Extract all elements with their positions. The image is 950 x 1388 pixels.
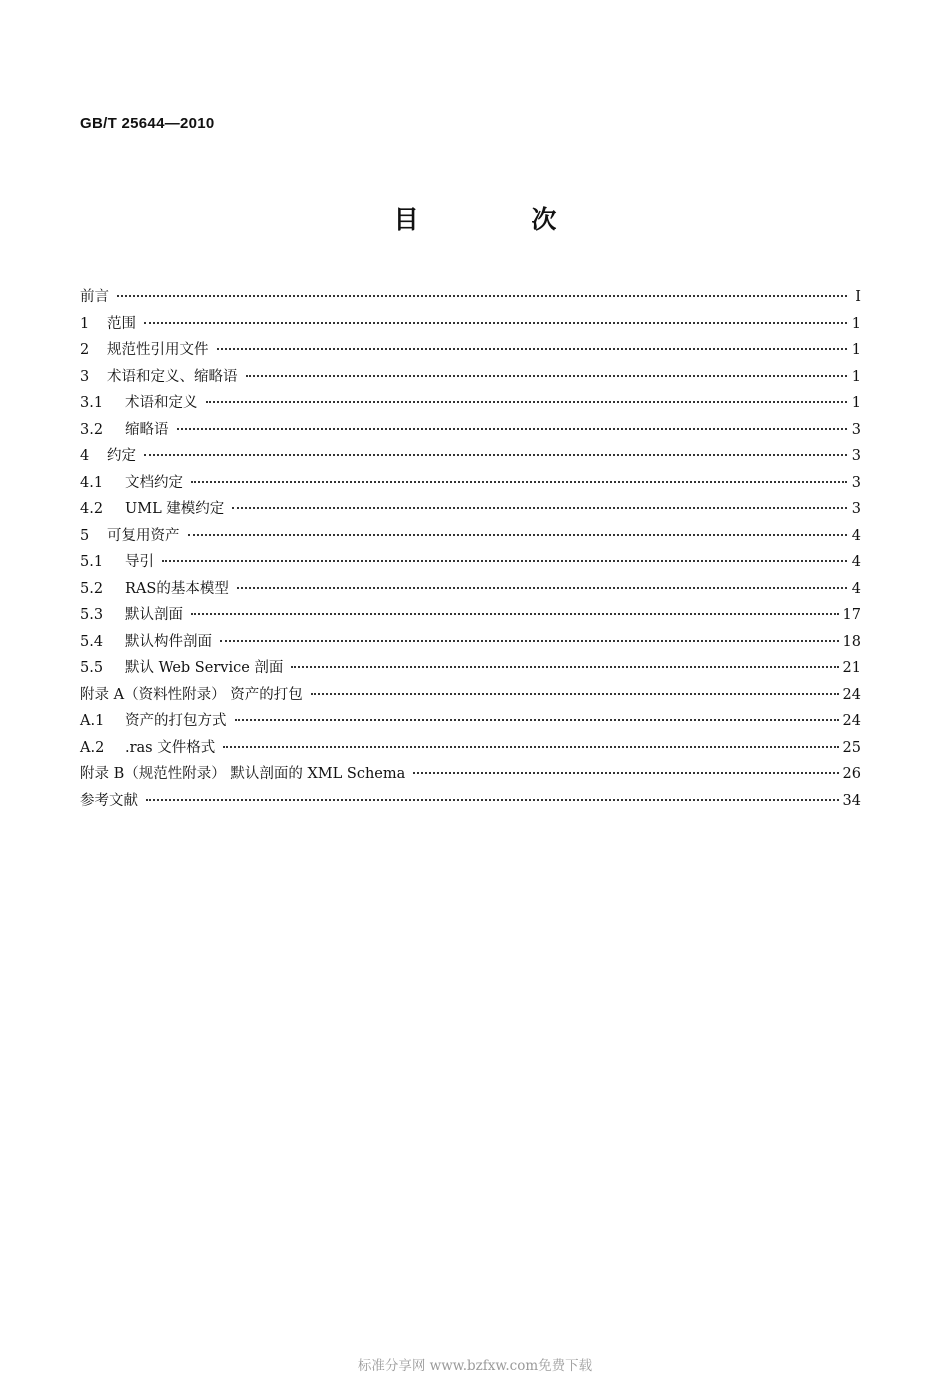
- toc-page-number: 4: [851, 554, 861, 570]
- toc-number: 2: [80, 342, 90, 358]
- toc-page-number: 1: [851, 395, 861, 411]
- toc-entry-5[interactable]: [80, 523, 861, 550]
- toc-number: 5.5: [80, 660, 104, 676]
- toc-label: 附录 A（资料性附录） 资产的打包: [80, 686, 303, 703]
- toc-page-number: 3: [851, 474, 861, 491]
- toc-page-number: 1: [851, 315, 861, 332]
- toc-number: 5.3: [80, 607, 104, 623]
- toc-entry-annex-a[interactable]: [80, 682, 861, 709]
- toc-entry-annex-b[interactable]: [80, 761, 861, 788]
- toc-label: 附录 B（规范性附录） 默认剖面的 XML Schema: [80, 766, 406, 782]
- toc-number: 3.1: [80, 395, 104, 411]
- footer-watermark: 标准分享网 www.bzfxw.com免费下载: [357, 1358, 593, 1374]
- dot-leader: [144, 454, 847, 456]
- dot-leader: [144, 322, 847, 324]
- dot-leader: [413, 772, 838, 774]
- toc-entry-bibliography[interactable]: [80, 788, 861, 815]
- toc-entry-4[interactable]: [80, 443, 861, 470]
- toc-label: RAS的基本模型: [125, 580, 229, 597]
- dot-leader: [291, 666, 838, 668]
- toc-number: 1: [80, 315, 90, 332]
- toc-label: 约定: [107, 448, 136, 464]
- toc-label: 文档约定: [125, 474, 183, 491]
- toc-number: 5.4: [80, 633, 104, 650]
- toc-entry-1[interactable]: [80, 311, 861, 338]
- toc-entry-5-1[interactable]: [80, 549, 861, 576]
- toc-number: 5.2: [80, 580, 104, 597]
- toc-entry-foreword[interactable]: [80, 284, 861, 311]
- toc-label: UML 建模约定: [125, 501, 225, 517]
- toc-entry-5-2[interactable]: [80, 576, 861, 603]
- toc-label: 默认 Web Service 剖面: [125, 660, 284, 676]
- toc-page-number: 21: [842, 660, 861, 676]
- dot-leader: [223, 746, 838, 748]
- toc-entry-a-1[interactable]: [80, 708, 861, 735]
- table-of-contents: [80, 284, 861, 814]
- toc-page-number: 24: [842, 713, 861, 729]
- toc-label: 规范性引用文件: [107, 342, 209, 358]
- dot-leader: [188, 534, 848, 536]
- toc-number: A.1: [80, 713, 105, 729]
- dot-leader: [217, 348, 848, 350]
- toc-label: 术语和定义、缩略语: [107, 368, 238, 385]
- toc-page-number: 17: [842, 607, 861, 623]
- toc-page-number: 3: [851, 501, 861, 517]
- toc-label: 前言: [80, 289, 109, 305]
- dot-leader: [206, 401, 848, 403]
- toc-page-number: 34: [842, 792, 861, 809]
- toc-label: 可复用资产: [107, 527, 180, 544]
- dot-leader: [246, 375, 848, 377]
- toc-page-number: 4: [851, 580, 861, 597]
- toc-entry-4-2[interactable]: [80, 496, 861, 523]
- toc-entry-3-2[interactable]: [80, 417, 861, 444]
- toc-number: A.2: [80, 739, 105, 756]
- toc-number: 3: [80, 368, 90, 385]
- toc-label: 默认构件剖面: [125, 633, 212, 650]
- toc-page-number: 26: [842, 766, 861, 782]
- toc-number: 4.1: [80, 474, 104, 491]
- toc-page-number: 25: [842, 739, 861, 756]
- dot-leader: [237, 587, 847, 589]
- toc-label: 范围: [107, 315, 136, 332]
- dot-leader: [191, 613, 839, 615]
- toc-label: 导引: [125, 554, 154, 570]
- toc-number: 3.2: [80, 421, 104, 438]
- dot-leader: [177, 428, 848, 430]
- toc-entry-3-1[interactable]: [80, 390, 861, 417]
- dot-leader: [146, 799, 839, 801]
- toc-entry-4-1[interactable]: [80, 470, 861, 497]
- dot-leader: [232, 507, 847, 509]
- toc-label: 缩略语: [125, 421, 169, 438]
- toc-number: 5: [80, 527, 90, 544]
- dot-leader: [235, 719, 839, 721]
- dot-leader: [220, 640, 839, 642]
- toc-number: 4.2: [80, 501, 104, 517]
- toc-entry-a-2[interactable]: [80, 735, 861, 762]
- toc-page-number: 1: [851, 342, 861, 358]
- toc-number: 5.1: [80, 554, 104, 570]
- toc-page-number: 1: [851, 368, 861, 385]
- dot-leader: [191, 481, 847, 483]
- toc-page-number: 24: [842, 686, 861, 703]
- dot-leader: [162, 560, 847, 562]
- toc-entry-5-5[interactable]: [80, 655, 861, 682]
- toc-page-number: 4: [851, 527, 861, 544]
- toc-page-number: 18: [842, 633, 861, 650]
- toc-label: .ras 文件格式: [125, 739, 216, 756]
- toc-label: 资产的打包方式: [125, 713, 227, 729]
- toc-entry-3[interactable]: [80, 364, 861, 391]
- toc-page-number: Ⅰ: [855, 289, 861, 305]
- dot-leader: [117, 295, 847, 297]
- dot-leader: [311, 693, 839, 695]
- toc-label: 默认剖面: [125, 607, 183, 623]
- toc-number: 4: [80, 448, 90, 464]
- toc-page-number: 3: [851, 421, 861, 438]
- toc-entry-5-3[interactable]: [80, 602, 861, 629]
- page-title: 目 次: [393, 205, 609, 234]
- toc-label: 参考文献: [80, 792, 138, 809]
- toc-entry-2[interactable]: [80, 337, 861, 364]
- toc-label: 术语和定义: [125, 395, 198, 411]
- standard-number: GB/T 25644—2010: [80, 115, 215, 132]
- toc-entry-5-4[interactable]: [80, 629, 861, 656]
- toc-page-number: 3: [851, 448, 861, 464]
